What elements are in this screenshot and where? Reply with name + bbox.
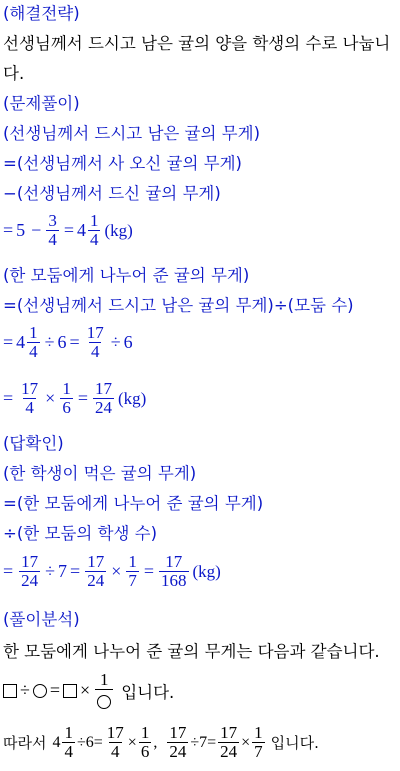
square-symbol bbox=[63, 684, 77, 698]
equation-3 bbox=[3, 380, 146, 417]
times-sign: × bbox=[127, 733, 137, 751]
number: 7 bbox=[58, 561, 68, 581]
times-sign: × bbox=[241, 733, 251, 751]
times-sign: × bbox=[80, 680, 91, 700]
eq-sign: = bbox=[63, 220, 74, 240]
mixed-whole: 4 bbox=[76, 220, 86, 240]
fraction: $\frac{1}{6}$ bbox=[62, 379, 71, 417]
fraction: $\frac{1}{4}$ bbox=[64, 723, 73, 761]
eq-sign: = bbox=[3, 220, 14, 240]
fraction: $\frac{17}{24}$ bbox=[169, 723, 187, 761]
solution-step1-c: −(선생님께서 드신 귤의 무게) bbox=[3, 184, 221, 203]
fraction: $\frac{17}{168}$ bbox=[161, 552, 187, 590]
divide-sign: ÷ bbox=[45, 561, 56, 581]
solution-step1-b: =(선생님께서 사 오신 귤의 무게) bbox=[3, 154, 242, 173]
fraction: $\frac{1}{4}$ bbox=[89, 211, 99, 249]
times-sign: × bbox=[45, 388, 56, 408]
fraction: $\frac{17}{4}$ bbox=[106, 723, 124, 761]
circle-symbol bbox=[97, 695, 111, 709]
final-suffix: 입니다. bbox=[270, 734, 319, 752]
eq-sign: = bbox=[77, 388, 88, 408]
minus-sign: − bbox=[31, 220, 42, 240]
solution-step1-a: (선생님께서 드시고 남은 귤의 무게) bbox=[3, 124, 260, 143]
eq-sign: = bbox=[70, 561, 81, 581]
circle-symbol bbox=[33, 684, 47, 698]
eq-sign: = bbox=[3, 561, 14, 581]
unit: (kg) bbox=[117, 388, 147, 408]
check-line-2: =(한 모둠에게 나누어 준 귤의 무게) bbox=[3, 494, 264, 513]
fraction: $\frac{1}{4}$ bbox=[29, 323, 38, 361]
eq-sign: = bbox=[3, 388, 14, 408]
check-equation bbox=[3, 553, 221, 590]
square-symbol bbox=[3, 684, 17, 698]
fraction: $\frac{17}{24}$ bbox=[94, 379, 112, 417]
solution-header: (문제풀이) bbox=[3, 94, 80, 113]
analysis-line-1: 한 모둠에게 나누어 준 귤의 무게는 다음과 같습니다. bbox=[3, 642, 380, 661]
number: 6 bbox=[85, 733, 94, 751]
fraction: $\frac{17}{4}$ bbox=[86, 323, 104, 361]
divide-sign: ÷ bbox=[190, 733, 200, 751]
fraction: $\frac{17}{24}$ bbox=[21, 552, 39, 590]
eq-sign: = bbox=[207, 733, 217, 751]
equation-2 bbox=[3, 324, 133, 361]
times-sign: × bbox=[111, 561, 122, 581]
strategy-line-2: 다. bbox=[3, 64, 25, 83]
fraction: $\frac{1}{6}$ bbox=[140, 723, 150, 761]
final-prefix: 따라서 bbox=[3, 734, 47, 752]
divide-sign: ÷ bbox=[20, 680, 30, 700]
comma: , bbox=[153, 733, 158, 751]
analysis-final bbox=[3, 724, 319, 761]
mixed-whole: 4 bbox=[52, 733, 61, 751]
fraction: $\frac{17}{24}$ bbox=[220, 723, 238, 761]
unit: (kg) bbox=[104, 220, 133, 240]
number: 5 bbox=[16, 220, 26, 240]
solution-step2-b: =(선생님께서 드시고 남은 귤의 무게)÷(모둠 수) bbox=[3, 296, 354, 315]
eq-sign: = bbox=[3, 332, 14, 352]
check-line-3: ÷(한 모둠의 학생 수) bbox=[3, 524, 158, 543]
unit: (kg) bbox=[192, 561, 221, 581]
number: 6 bbox=[123, 332, 133, 352]
solution-step2-a: (한 모둠에게 나누어 준 귤의 무게) bbox=[3, 266, 250, 285]
strategy-header: (해결전략) bbox=[3, 4, 80, 23]
fraction: $\frac{17}{24}$ bbox=[87, 552, 105, 590]
number: 6 bbox=[57, 332, 67, 352]
divide-sign: ÷ bbox=[76, 733, 86, 751]
analysis-rule bbox=[3, 671, 174, 710]
divide-sign: ÷ bbox=[110, 332, 121, 352]
fraction: 1 bbox=[95, 671, 113, 710]
number: 7 bbox=[199, 733, 208, 751]
fraction: $\frac{3}{4}$ bbox=[48, 211, 57, 249]
divide-sign: ÷ bbox=[44, 332, 55, 352]
fraction: $\frac{17}{4}$ bbox=[21, 379, 39, 417]
rule-suffix: 입니다. bbox=[121, 682, 175, 702]
eq-sign: = bbox=[93, 733, 103, 751]
eq-sign: = bbox=[49, 680, 61, 700]
analysis-header: (풀이분석) bbox=[3, 610, 80, 629]
mixed-whole: 4 bbox=[16, 332, 26, 352]
eq-sign: = bbox=[143, 561, 155, 581]
strategy-line-1: 선생님께서 드시고 남은 귤의 양을 학생의 수로 나눕니 bbox=[3, 34, 391, 53]
eq-sign: = bbox=[69, 332, 80, 352]
fraction: $\frac{1}{7}$ bbox=[128, 552, 137, 590]
equation-1 bbox=[3, 212, 133, 249]
check-line-1: (한 학생이 먹은 귤의 무게) bbox=[3, 464, 197, 483]
fraction: $\frac{1}{7}$ bbox=[254, 723, 263, 761]
check-header: (답확인) bbox=[3, 434, 64, 453]
